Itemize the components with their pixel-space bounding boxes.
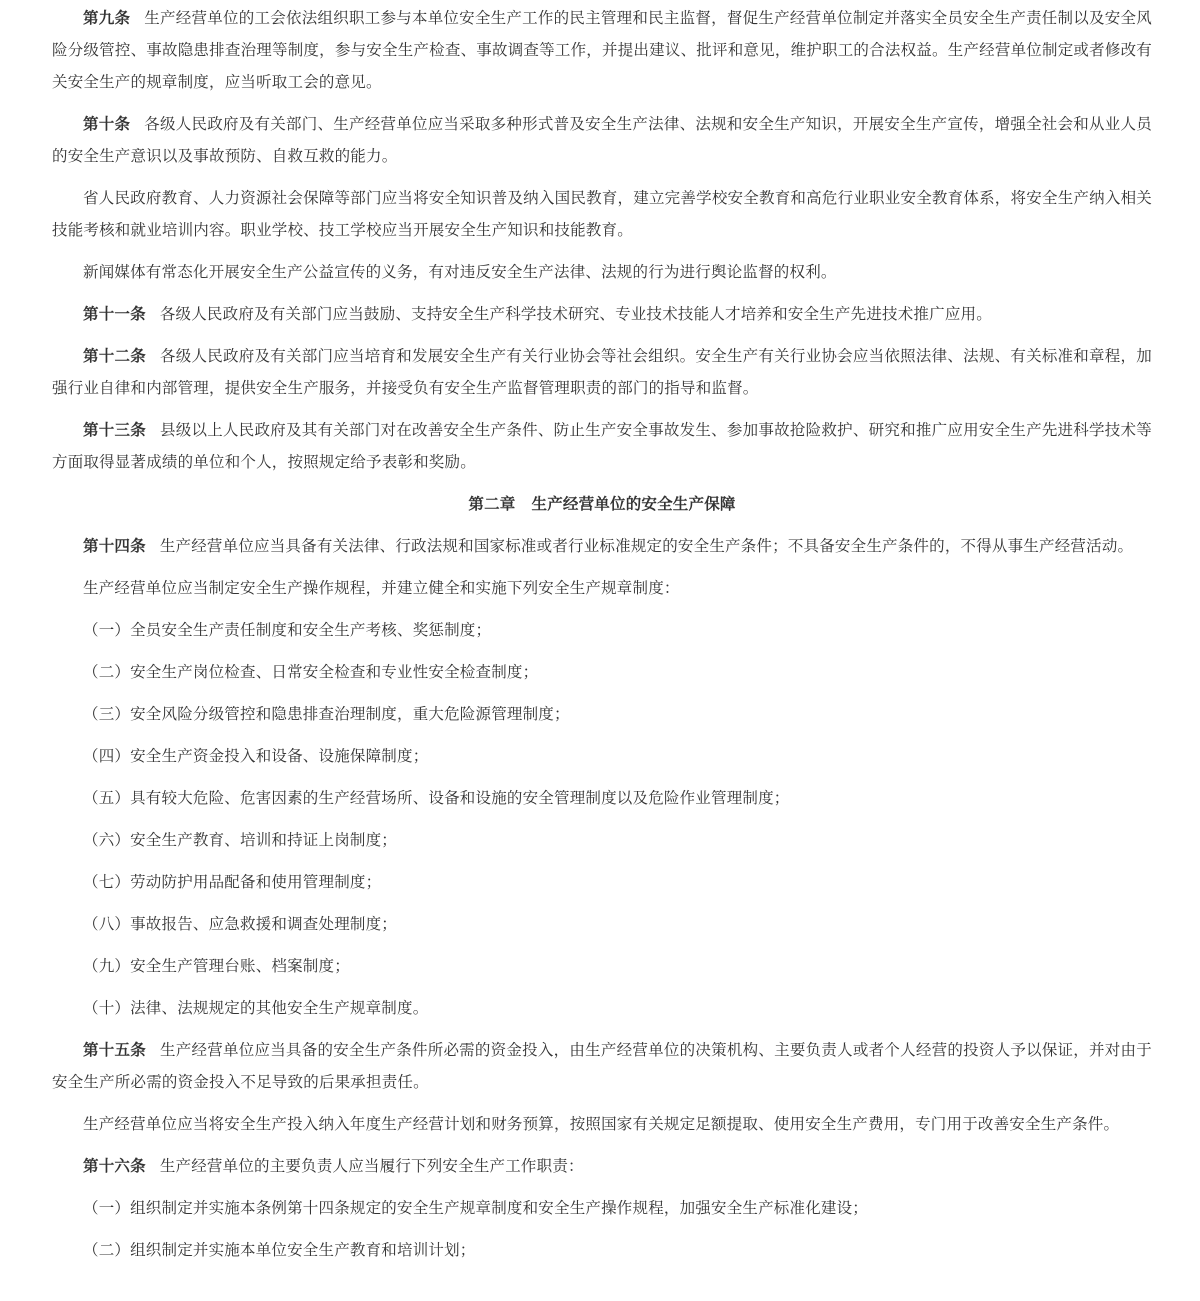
article-12 [52,340,1152,404]
article-14 [52,530,1152,562]
article-15 [52,1034,1152,1098]
article-label: 第十二条 [83,347,146,365]
article-label: 第十一条 [83,305,146,323]
article-label: 第十五条 [83,1041,146,1059]
article-text: 生产经营单位的工会依法组织职工参与本单位安全生产工作的民主管理和民主监督，督促生产经营单位制定并落实全员安全生产责任制以及安全风险分级管控、事故隐患排查治理等制度，参与安全生产检查、事故调查等工作，并提出建议、批评和意见，维护职工的合法权益。生产经营单位制定或者修改有关安全生产的规章制度，应当听取工会的意见。 [52,9,1152,91]
list-item: （五）具有较大危险、危害因素的生产经营场所、设备和设施的安全管理制度以及危险作业管理制度； [83,789,790,807]
list-item: （九）安全生产管理台账、档案制度； [83,957,350,975]
chapter-number: 第二章 [468,495,516,513]
list-item: （四）安全生产资金投入和设备、设施保障制度； [83,747,429,765]
list-item: （一）全员安全生产责任制度和安全生产考核、奖惩制度； [83,621,492,639]
list-item: （六）安全生产教育、培训和持证上岗制度； [83,831,398,849]
article-label: 第九条 [83,9,131,27]
article-10 [52,108,1152,172]
article-text: 各级人民政府及有关部门应当鼓励、支持安全生产科学技术研究、专业技术技能人才培养和安全生产先进技术推广应用。 [159,305,992,323]
regulation-document [0,2,1200,1266]
article-label: 第十三条 [83,421,146,439]
article-text: 生产经营单位的主要负责人应当履行下列安全生产工作职责： [159,1157,584,1175]
list-item: （二）组织制定并实施本单位安全生产教育和培训计划； [83,1241,476,1259]
article-16 [52,1150,1152,1182]
list-item: （二）安全生产岗位检查、日常安全检查和专业性安全检查制度； [83,663,539,681]
chapter-title: 生产经营单位的安全生产保障 [531,495,736,513]
list-item: （十）法律、法规规定的其他安全生产规章制度。 [83,999,429,1017]
article-text: 生产经营单位应当具备有关法律、行政法规和国家标准或者行业标准规定的安全生产条件；不具备安全生产条件的，不得从事生产经营活动。 [159,537,1134,555]
article-label: 第十四条 [83,537,146,555]
article-15-paragraph-2: 生产经营单位应当将安全生产投入纳入年度生产经营计划和财务预算，按照国家有关规定足额提取、使用安全生产费用，专门用于改善安全生产条件。 [83,1115,1120,1133]
article-text: 各级人民政府及有关部门应当培育和发展安全生产有关行业协会等社会组织。安全生产有关行业协会应当依照法律、法规、有关标准和章程，加强行业自律和内部管理，提供安全生产服务，并接受负有安全生产监督管理职责的部门的指导和监督。 [52,347,1152,397]
article-13 [52,414,1152,478]
article-text: 生产经营单位应当具备的安全生产条件所必需的资金投入，由生产经营单位的决策机构、主要负责人或者个人经营的投资人予以保证，并对由于安全生产所必需的资金投入不足导致的后果承担责任。 [52,1041,1152,1091]
list-item: （八）事故报告、应急救援和调查处理制度； [83,915,398,933]
article-label: 第十条 [83,115,131,133]
list-item: （一）组织制定并实施本条例第十四条规定的安全生产规章制度和安全生产操作规程，加强安全生产标准化建设； [83,1199,869,1217]
article-10-paragraph-3: 新闻媒体有常态化开展安全生产公益宣传的义务，有对违反安全生产法律、法规的行为进行舆论监督的权利。 [83,263,837,281]
article-11 [52,298,1152,330]
list-item: （七）劳动防护用品配备和使用管理制度； [83,873,382,891]
article-label: 第十六条 [83,1157,146,1175]
article-text: 各级人民政府及有关部门、生产经营单位应当采取多种形式普及安全生产法律、法规和安全生产知识，开展安全生产宣传，增强全社会和从业人员的安全生产意识以及事故预防、自救互救的能力。 [52,115,1152,165]
list-item: （三）安全风险分级管控和隐患排查治理制度，重大危险源管理制度； [83,705,570,723]
article-14-paragraph-2: 生产经营单位应当制定安全生产操作规程，并建立健全和实施下列安全生产规章制度： [83,579,680,597]
article-9 [52,2,1152,98]
article-10-paragraph-2: 省人民政府教育、人力资源社会保障等部门应当将安全知识普及纳入国民教育，建立完善学校安全教育和高危行业职业安全教育体系，将安全生产纳入相关技能考核和就业培训内容。职业学校、技工学校应当开展安全生产知识和技能教育。 [52,189,1152,239]
article-text: 县级以上人民政府及其有关部门对在改善安全生产条件、防止生产安全事故发生、参加事故抢险救护、研究和推广应用安全生产先进科学技术等方面取得显著成绩的单位和个人，按照规定给予表彰和奖励。 [52,421,1152,471]
chapter-heading [52,488,1152,520]
